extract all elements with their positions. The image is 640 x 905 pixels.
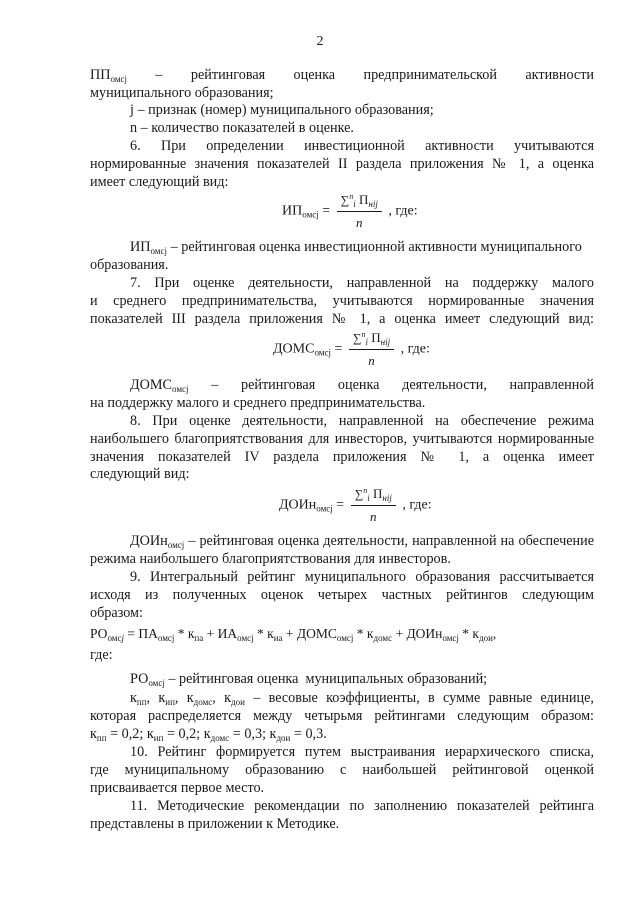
text-line: муниципального образования; <box>90 85 274 101</box>
text-line: 9. Интегральный рейтинг муниципального образования рассчитывается <box>130 569 594 585</box>
text-line: j – признак (номер) муниципального образования; <box>130 102 434 118</box>
text-line: нормированные значения показателей II раздела приложения № 1, а оценка <box>90 156 594 172</box>
text-line: наибольшего благоприятствования для инвесторов, учитываются нормированные <box>90 431 594 447</box>
text-line: образом: <box>90 605 143 621</box>
text-line: 8. При оценке деятельности, направленной на обеспечение режима <box>130 413 594 429</box>
formula-ip: $ИП_{омсj}$ = $\frac{\sum^n_i П_{нij}}{n}$ , где: <box>282 192 418 230</box>
text-line: 10. Рейтинг формируется путем выстраивания иерархического списка, <box>130 744 594 760</box>
text-line: n – количество показателей в оценке. <box>130 120 354 136</box>
text-line: 7. При оценке деятельности, направленной на поддержку малого <box>130 275 594 291</box>
text-line: имеет следующий вид: <box>90 174 229 190</box>
text-line: значения показателей IV раздела приложения № 1, а оценка имеет <box>90 449 594 465</box>
formula-doin: ДОИн$_{омсj}$ = $\frac{\sum^n_i П_{нij}}{n}$ , где: <box>279 486 432 524</box>
text-line: ДОИн$_{омсj}$ – рейтинговая оценка деятельности, направленной на обеспечение <box>130 533 594 550</box>
formula-doms: $ДОМС_{омсj}$ = $\frac{\sum^n_i П_{нij}}{n}$ , где: <box>273 330 430 368</box>
text-line: режима наибольшего благоприятствования для инвесторов. <box>90 551 451 567</box>
formula-ro: $РО_{омсj} = ПА_{омсj} * к_{па} + ИА_{омсj} * к_{иа}$ + $ДОМС_{омсj} * к_{домс}$ + ДОИн$_{омсj}$ * $к_{дои}$, <box>90 626 497 643</box>
text-line: где: <box>90 647 113 663</box>
text-line: показателей III раздела приложения № 1, а оценка имеет следующий вид: <box>90 311 594 327</box>
text-line: которая распределяется между четырьмя рейтингами следующим образом: <box>90 708 594 724</box>
text-line: $к_{пп}$, $к_{ип}$, $к_{домс}$, $к_{дои}$ – весовые коэффициенты, в сумме равные единице, <box>130 690 594 707</box>
text-line: $к_{пп} = 0,2$; $к_{ип} = 0,2$; $к_{домс} = 0,3$; $к_{дои} = 0,3$. <box>90 726 327 743</box>
text-line: присваивается первое место. <box>90 780 265 796</box>
text-line: образования. <box>90 257 169 273</box>
text-line: представлены в приложении к Методике. <box>90 816 340 832</box>
text-line: и среднего предпринимательства, учитываются нормированные значения <box>90 293 594 309</box>
text-line: $РО_{омсj}$ – рейтинговая оценка муниципальных образований; <box>130 671 488 688</box>
text-line: 11. Методические рекомендации по заполнению показателей рейтинга <box>130 798 594 814</box>
text-line: 6. При определении инвестиционной активности учитываются <box>130 138 594 154</box>
text-line: исходя из полученных оценок четырех частных рейтингов следующим <box>90 587 594 603</box>
text-line: $ИП_{омсj}$ – рейтинговая оценка инвестиционной активности муниципального <box>130 239 582 256</box>
text-line: следующий вид: <box>90 466 190 482</box>
text-line: на поддержку малого и среднего предпринимательства. <box>90 395 426 411</box>
page-number: 2 <box>316 34 324 49</box>
text-line: где муниципальному образованию с наибольшей рейтинговой оценкой <box>90 762 594 778</box>
text-line: $ПП_{омсj}$ – рейтинговая оценка предпринимательской активности <box>90 67 594 84</box>
text-line: $ДОМС_{омсj}$ – рейтинговая оценка деятельности, направленной <box>130 377 594 394</box>
